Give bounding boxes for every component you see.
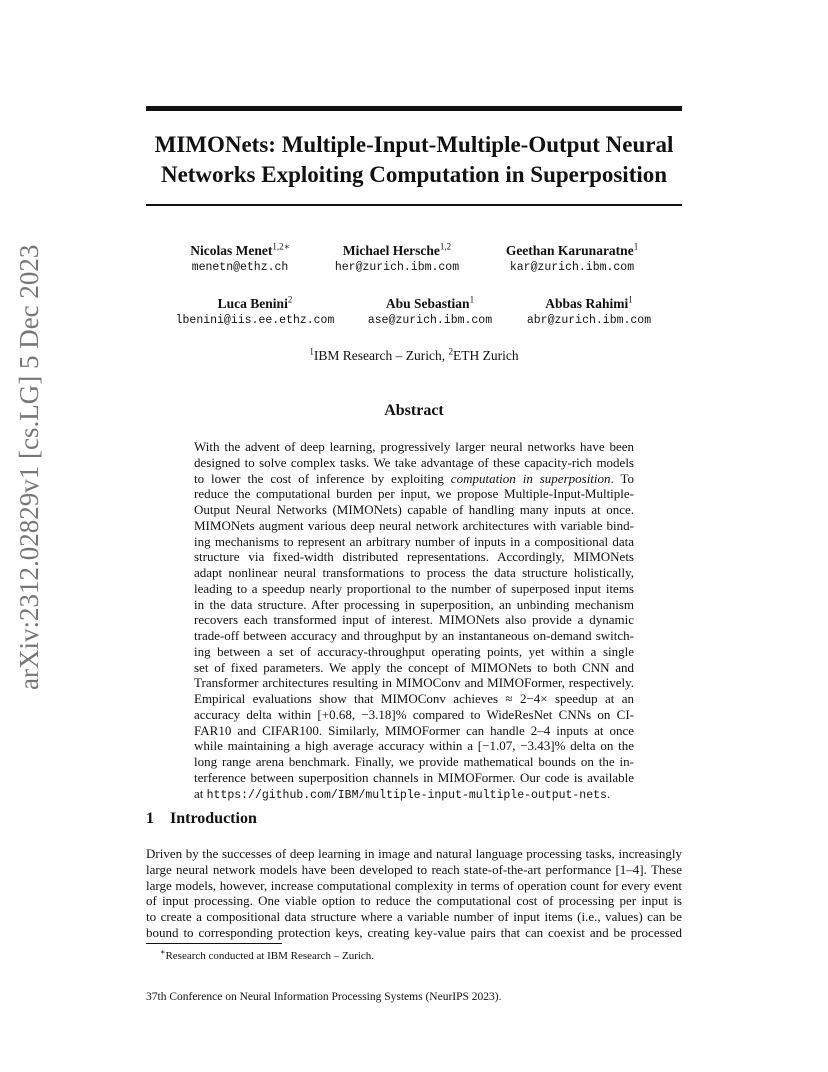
text-line: to lower the cost of inference by exploiting computation in superposition. To [194, 470, 634, 486]
text-line: recovers each transformed input of interest. MIMONets also provide a dynamic [194, 612, 634, 628]
text-line: Output Neural Networks (MIMONets) capable of handling many inputs at once. [194, 502, 634, 517]
text-line: adapt nonlinear neural transformations to process the data structure holistically, [194, 565, 634, 580]
text-line: bound to corresponding protection keys, creating key-value pairs that can coexist and be processed [146, 924, 682, 940]
author-name: Abu Sebastian [385, 296, 470, 311]
text-line: large models, however, increase computational complexity in terms of operation count for every event [146, 877, 682, 893]
text-line: trade-off between accuracy and throughput by an instantaneous on-demand switch- [194, 628, 634, 643]
author-affil-marker: 2 [287, 294, 293, 305]
text-line: accuracy delta within [+0.68, −3.18]% compared to WideResNet CNNs on CI- [194, 706, 634, 722]
footnote-text: Research conducted at IBM Research – Zurich. [165, 950, 375, 962]
intro-body [146, 846, 682, 941]
author-affil-marker: 1,2 [439, 241, 452, 252]
author-email[interactable]: ase@zurich.ibm.com [367, 314, 493, 327]
text-line: Empirical evaluations show that MIMOConv achieves ≈ 2−4× speedup at an [194, 691, 634, 706]
text-line: set of fixed parameters. We apply the concept of MIMONets to both CNN and [194, 659, 634, 675]
text-line: MIMONets augment various deep neural network architectures with variable bind- [194, 517, 634, 533]
abstract-body [194, 439, 634, 801]
text-line: while maintaining a high average accuracy within a [−1.07, −3.43]% delta on the [194, 738, 634, 754]
author-block [487, 242, 657, 276]
text-line: at https://github.com/IBM/multiple-input-multiple-output-nets. [194, 785, 611, 802]
text-line: to create a compositional data structure where a variable number of input items (i.e., values) can be [146, 909, 682, 924]
author-block [170, 295, 340, 329]
author-affil-marker: 1 [469, 294, 475, 305]
paper-title [146, 130, 682, 190]
author-affil-marker: 1 [633, 241, 639, 252]
section-heading [146, 810, 257, 828]
text-line: reduce the computational burden per input, we propose Multiple-Input-Multiple- [194, 486, 634, 502]
arxiv-sidebar-stamp: arXiv:2312.02829v1 [cs.LG] 5 Dec 2023 [14, 244, 44, 690]
text-line: ing between a set of accuracy-throughput operating points, yet within a single [194, 643, 634, 659]
affil-marker: 2 [448, 346, 453, 357]
author-block [155, 242, 325, 276]
text-line: Transformer architectures resulting in MIMOConv and MIMOFormer, respectively. [194, 675, 634, 691]
section-number: 1 [146, 810, 154, 827]
text-line: in the data structure. After processing in superposition, an unbinding mechanism [194, 596, 634, 612]
text-line: structure via fixed-width distributed representations. Accordingly, MIMONets [194, 549, 634, 565]
footnote-mark: ∗ [160, 947, 166, 957]
author-name: Michael Hersche [342, 243, 440, 258]
author-email[interactable]: abr@zurich.ibm.com [526, 314, 652, 327]
text-line: With the advent of deep learning, progressively larger neural networks have been [194, 439, 634, 454]
author-email[interactable]: her@zurich.ibm.com [334, 261, 460, 274]
text-line: terference between superposition channels in MIMOFormer. Our code is available [194, 769, 634, 785]
affiliations [146, 348, 682, 364]
author-email[interactable]: lbenini@iis.ee.ethz.com [175, 314, 335, 327]
author-email[interactable]: menetn@ethz.ch [191, 261, 289, 274]
text-line: designed to solve complex tasks. We take advantage of these capacity-rich models [194, 454, 634, 470]
text-line: FAR10 and CIFAR100. Similarly, MIMOFormer can handle 2–4 inputs at once [194, 722, 634, 738]
venue-footer: 37th Conference on Neural Information Processing Systems (NeurIPS 2023). [146, 991, 502, 1003]
text-line: ing mechanisms to represent an arbitrary number of inputs in a compositional data [194, 533, 634, 549]
author-affil-marker: 1 [628, 294, 633, 305]
affil-eth: ETH Zurich [452, 348, 519, 363]
text-line: of input processing. One viable option to reduce the computational cost of processing per input is [146, 893, 682, 909]
text-line: Driven by the successes of deep learning in image and natural language processing tasks, increasingly [146, 846, 682, 861]
author-block [312, 242, 482, 276]
title-line-2: Networks Exploiting Computation in Superposition [160, 162, 668, 187]
text-line: long range arena benchmark. Finally, we provide mathematical bounds on the in- [194, 754, 634, 769]
abstract-heading: Abstract [384, 402, 444, 419]
code-url-link[interactable]: https://github.com/IBM/multiple-input-multiple-output-nets [206, 788, 607, 802]
footnote [160, 947, 375, 962]
affil-ibm: IBM Research – Zurich, [313, 348, 449, 363]
author-email[interactable]: kar@zurich.ibm.com [509, 261, 635, 274]
title-line-1: MIMONets: Multiple-Input-Multiple-Output Neural [154, 132, 674, 157]
author-block [345, 295, 515, 329]
author-affil-marker: 1,2∗ [272, 241, 290, 252]
affil-marker: 1 [309, 346, 314, 357]
author-block [504, 295, 674, 329]
footnote-rule [146, 943, 282, 944]
title-bottom-rule [146, 204, 682, 206]
author-name: Geethan Karunaratne [505, 243, 634, 258]
author-name: Abbas Rahimi [545, 296, 629, 311]
author-name: Luca Benini [217, 296, 288, 311]
text-line: leading to a speedup nearly proportional to the number of superposed input items [194, 580, 634, 596]
section-title: Introduction [170, 810, 257, 827]
title-top-rule [146, 106, 682, 111]
text-line: large neural network models have been developed to reach state-of-the-art performance [1–4]. These [146, 861, 682, 877]
author-name: Nicolas Menet [190, 243, 273, 258]
